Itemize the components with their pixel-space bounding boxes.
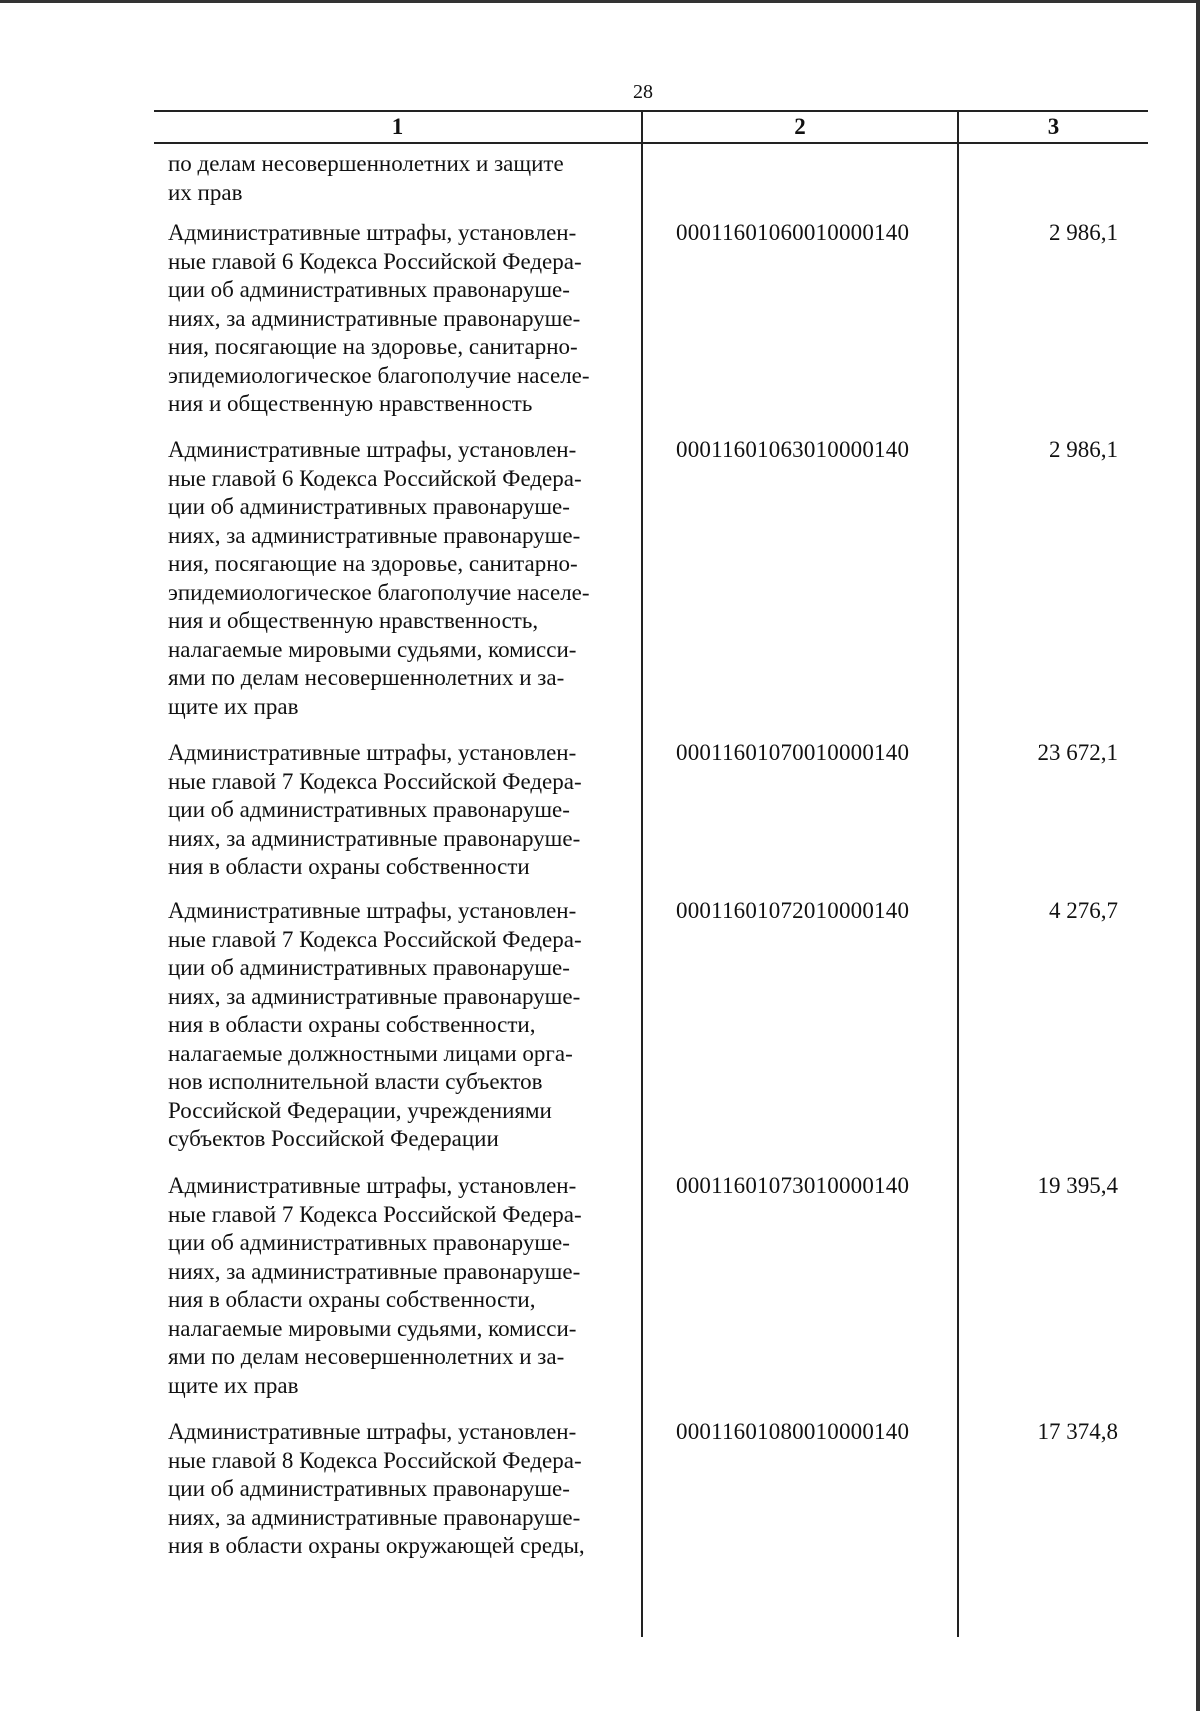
table-row-code: 00011601072010000140 <box>676 898 910 923</box>
table-row-name: Административные штрафы, установлен- ные главой 8 Кодекса Российской Федера- ции об административных правонаруше- ниях, за административные правонаруше- ния в области охраны окружающей среды, <box>168 1419 585 1558</box>
table-row-code: 00011601080010000140 <box>676 1419 910 1444</box>
table-row-name: Административные штрафы, установлен- ные главой 7 Кодекса Российской Федера- ции об административных правонаруше- ниях, за административные правонаруше- ния в области охраны собственности, налагаемые должностными лицами орга- нов исполнительной власти субъектов Российской Федерации, учреждениями субъектов Российской Федерации <box>168 898 582 1151</box>
table-row-amount: 2 986,1 <box>1049 437 1118 462</box>
table-row-name: Административные штрафы, установлен- ные главой 6 Кодекса Российской Федера- ции об административных правонаруше- ниях, за административные правонаруше- ния, посягающие на здоровье, санитарно- эпидемиологическое благополучие населе- ния и общественную нравственность, налагаемые мировыми судьями, комисси- ями по делам несовершеннолетних и за- щите их прав <box>168 437 590 719</box>
table-row-code: 00011601063010000140 <box>676 437 910 462</box>
column-divider-2 <box>957 112 959 1637</box>
table-row-code: 00011601073010000140 <box>676 1173 910 1198</box>
column-header-2: 2 <box>794 114 806 139</box>
table-row-name: Административные штрафы, установлен- ные главой 7 Кодекса Российской Федера- ции об административных правонаруше- ниях, за административные правонаруше- ния в области охраны собственности, налагаемые мировыми судьями, комисси- ями по делам несовершеннолетних и за- щите их прав <box>168 1173 582 1398</box>
column-header-1: 1 <box>391 114 404 139</box>
table-row-code: 00011601070010000140 <box>676 740 910 765</box>
scan-top-edge <box>0 0 1200 3</box>
table-row-code: 00011601060010000140 <box>676 220 910 245</box>
table-row-amount: 2 986,1 <box>1049 220 1118 245</box>
table-row-amount: 19 395,4 <box>1037 1173 1118 1198</box>
page-number: 28 <box>633 81 653 103</box>
column-divider-1 <box>641 112 643 1637</box>
table-row-name: по делам несовершеннолетних и защите их прав <box>168 151 564 205</box>
column-header-3: 3 <box>1047 114 1060 139</box>
table-header-bottom-border <box>154 142 1148 144</box>
table-row-name: Административные штрафы, установлен- ные главой 6 Кодекса Российской Федера- ции об административных правонаруше- ниях, за административные правонаруше- ния, посягающие на здоровье, санитарно- эпидемиологическое благополучие населе- ния и общественную нравственность <box>168 220 590 416</box>
table-row-amount: 4 276,7 <box>1049 898 1118 923</box>
table-row-name: Административные штрафы, установлен- ные главой 7 Кодекса Российской Федера- ции об административных правонаруше- ниях, за административные правонаруше- ния в области охраны собственности <box>168 740 582 879</box>
table-row-amount: 17 374,8 <box>1037 1419 1118 1444</box>
scan-right-edge <box>1196 0 1200 1711</box>
table-row-amount: 23 672,1 <box>1037 740 1118 765</box>
